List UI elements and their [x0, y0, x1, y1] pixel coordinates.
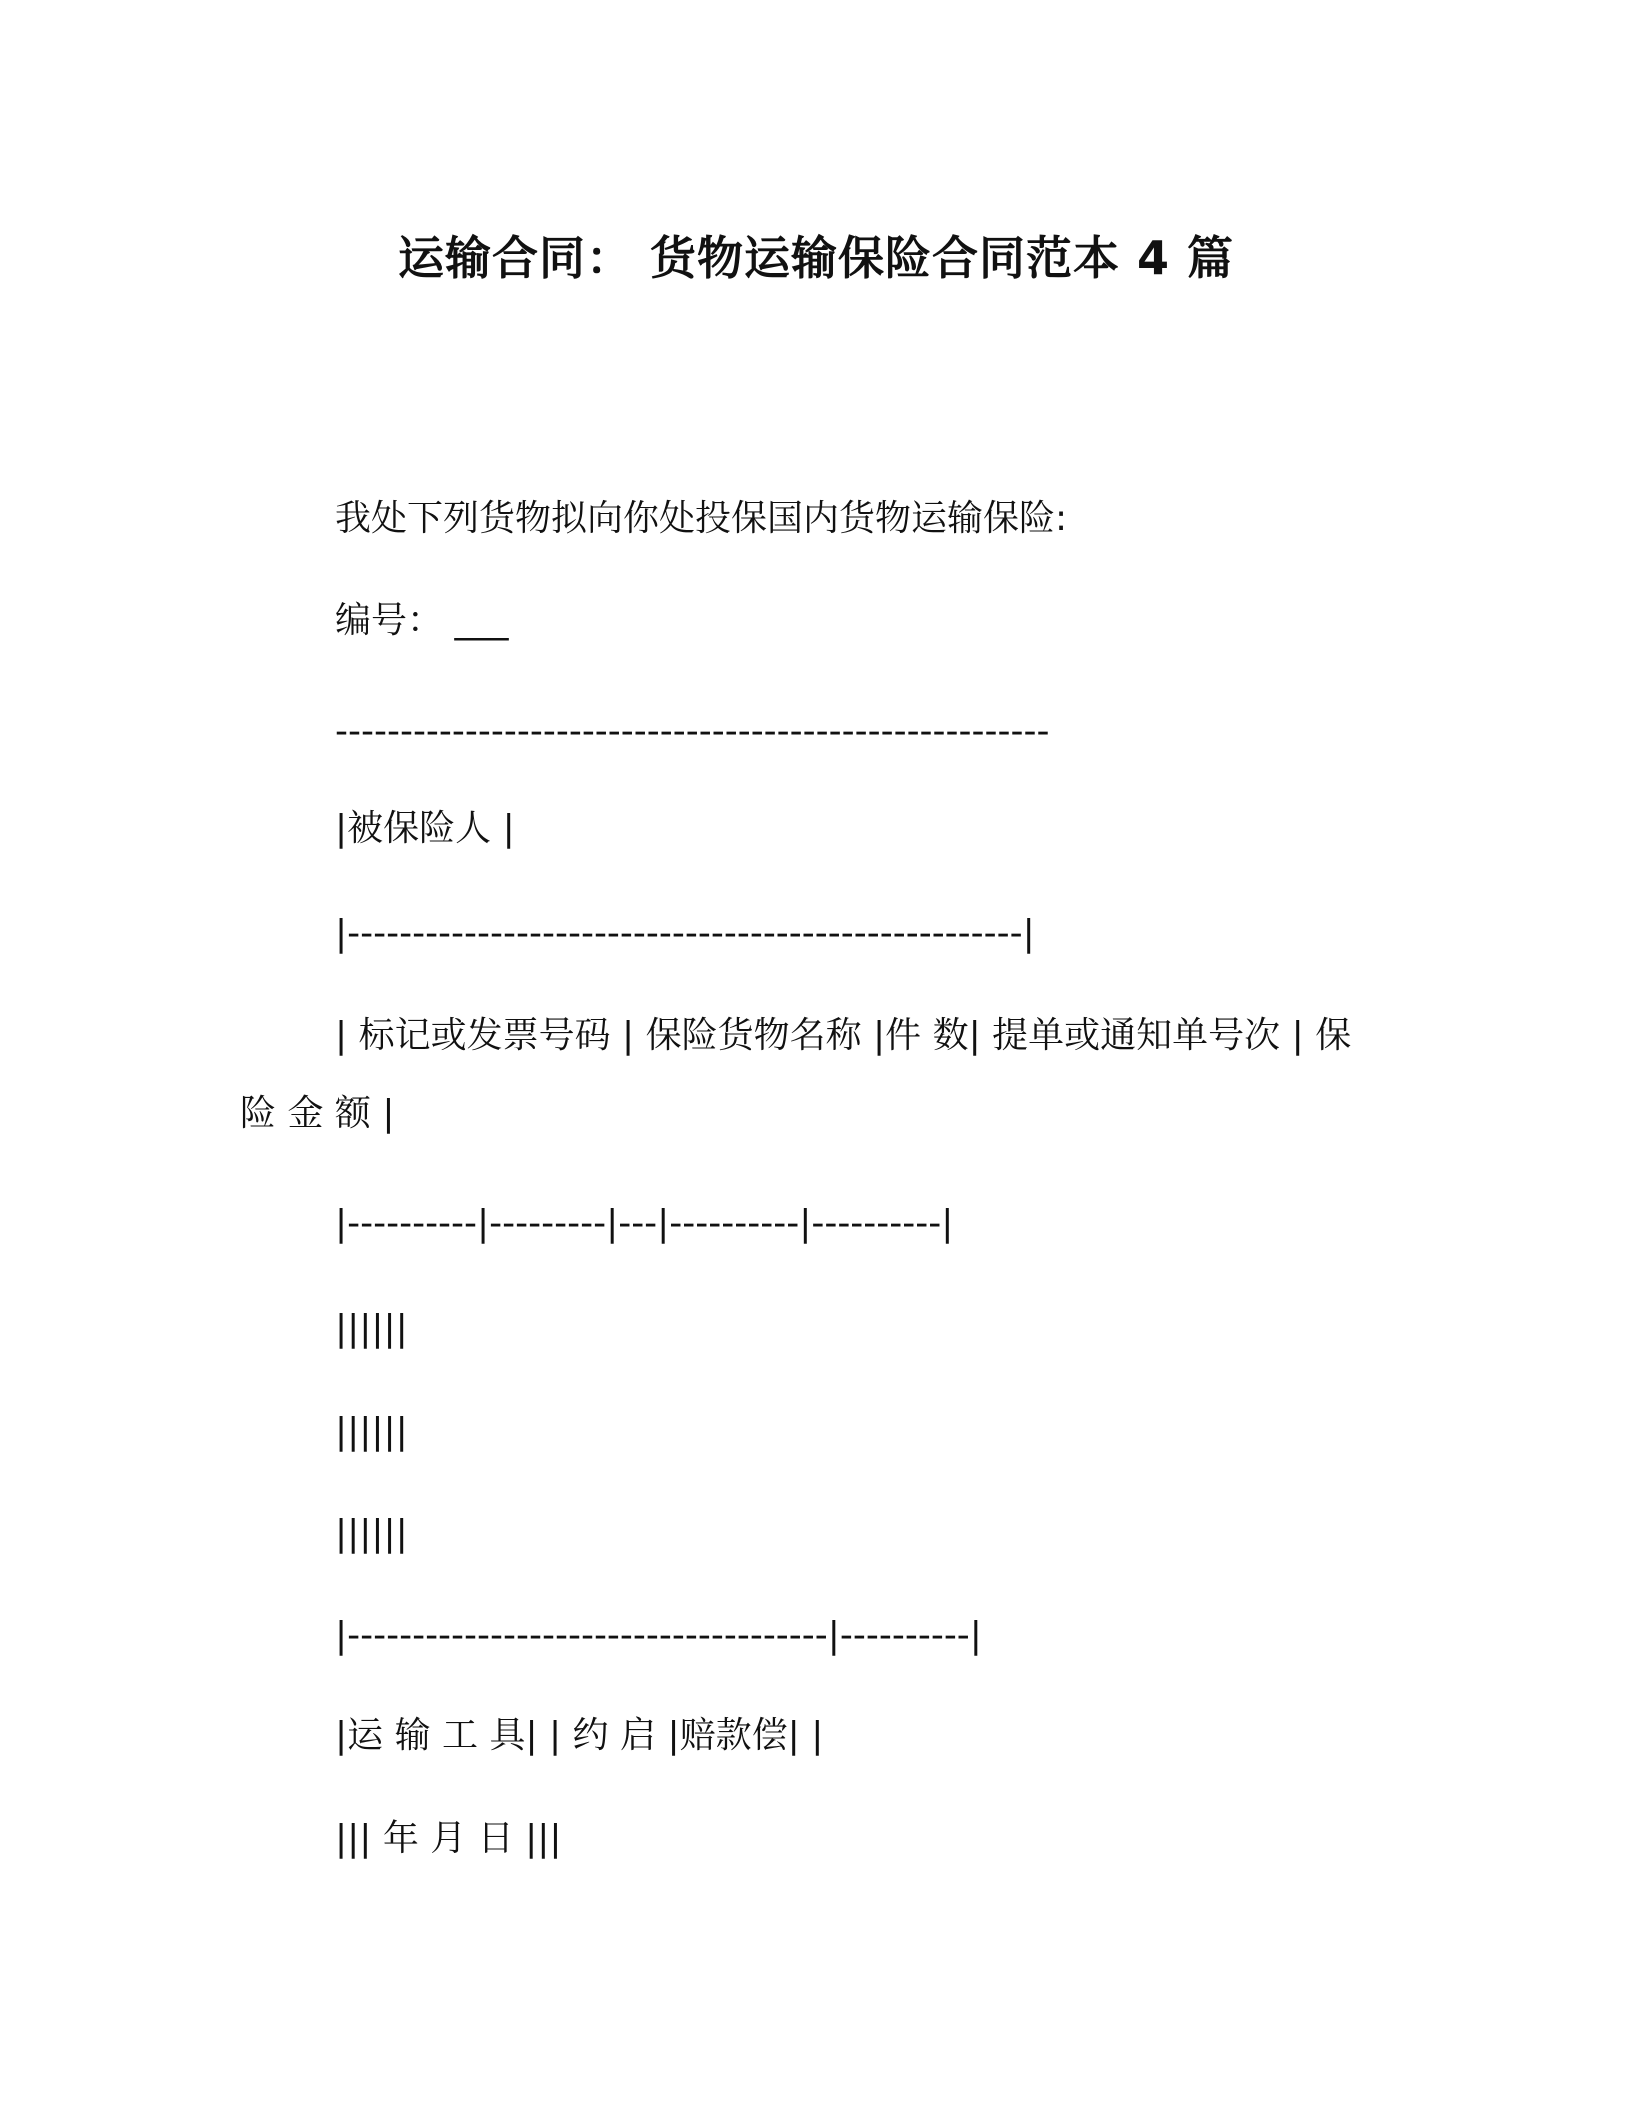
number-line: 编号： ___ — [335, 600, 509, 641]
table-empty-row: |||||| — [335, 1513, 408, 1554]
table-empty-row: |||||| — [335, 1411, 408, 1452]
document-title: 运输合同： 货物运输保险合同范本 4 篇 — [397, 231, 1235, 285]
date-row: ||| 年 月 日 ||| — [335, 1818, 562, 1859]
table-header-row: | 标记或发票号码 | 保险货物名称 |件 数| 提单或通知单号次 | 保 — [335, 1015, 1352, 1056]
table-border-top: |----------------------------------------------------| — [335, 913, 1035, 954]
table-border-middle: |----------|---------|---|----------|----------| — [335, 1203, 954, 1244]
table-border-bottom: |-------------------------------------|----------| — [335, 1615, 982, 1656]
transport-row: |运 输 工 具| | 约 启 |赔款偿| | — [335, 1715, 824, 1756]
insured-row: |被保险人 | — [335, 808, 515, 849]
table-header-row-wrap: 险 金 额 | — [240, 1093, 395, 1134]
separator-line: ------------------------------------------------------- — [335, 711, 1050, 752]
intro-line: 我处下列货物拟向你处投保国内货物运输保险: — [335, 498, 1068, 539]
table-empty-row: |||||| — [335, 1308, 408, 1349]
